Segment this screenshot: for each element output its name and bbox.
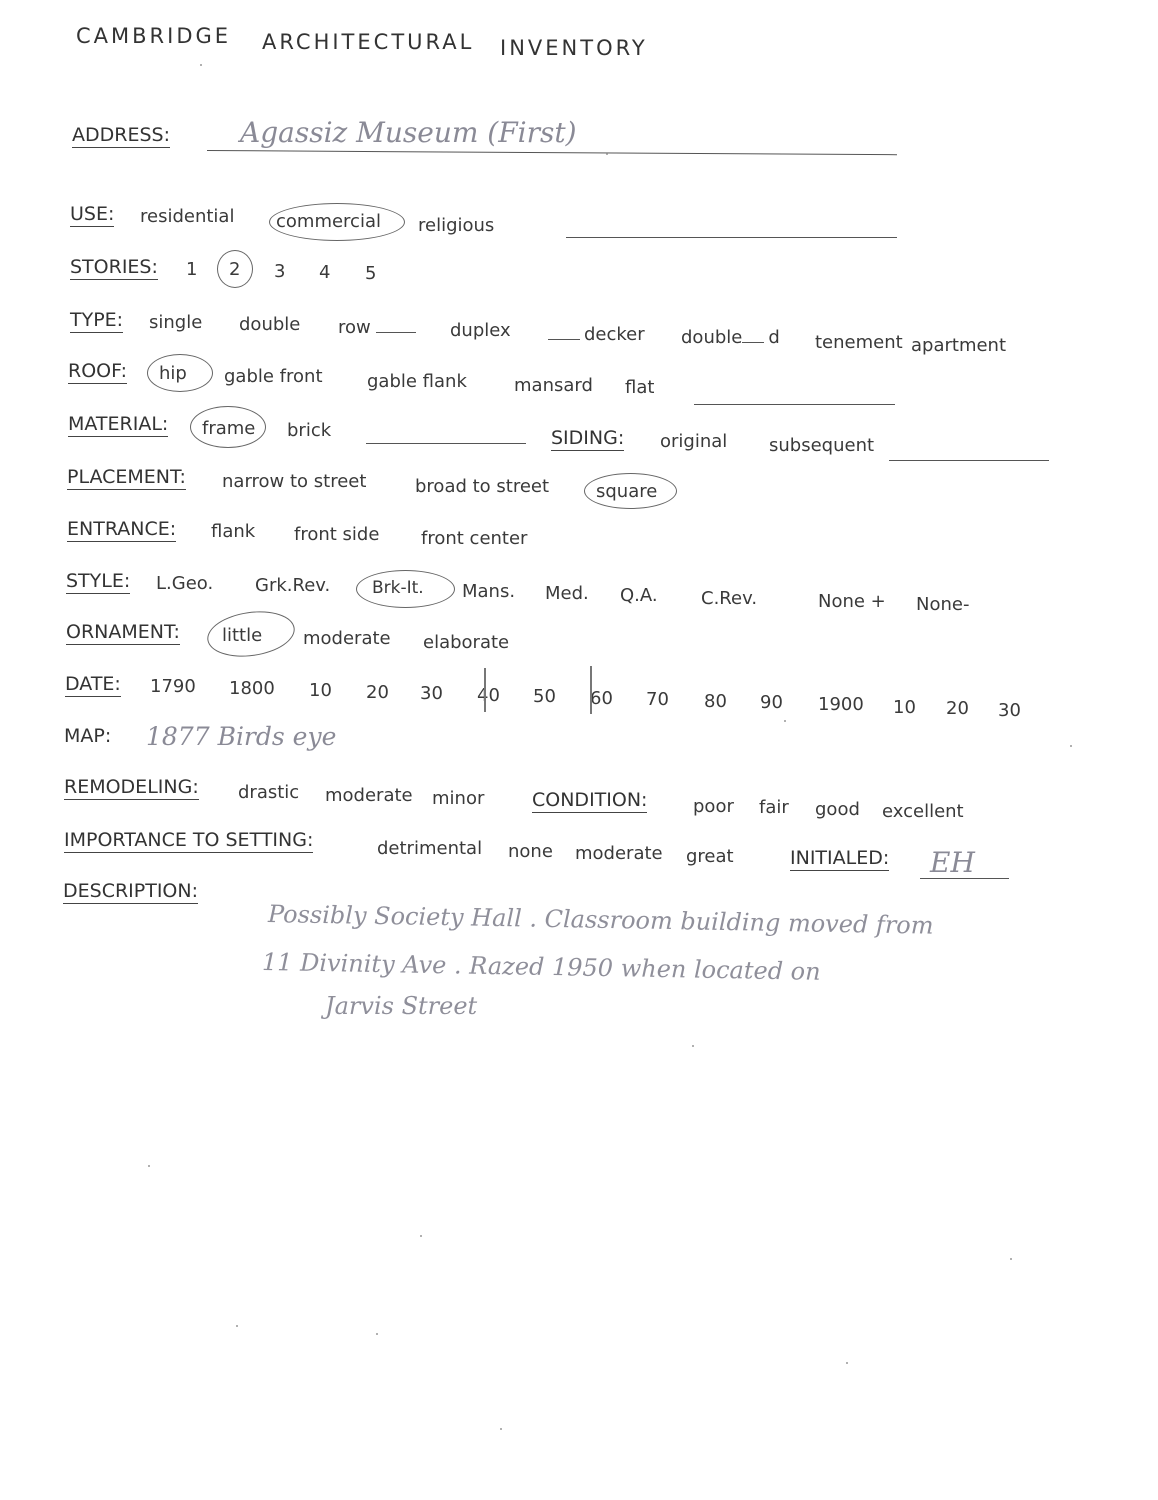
importance-option-detrimental: detrimental (377, 838, 483, 859)
type-double-d-blank (742, 328, 764, 343)
siding-label: SIDING: (551, 427, 625, 449)
stories-option-5: 5 (365, 263, 377, 284)
paper-speck (846, 1362, 848, 1364)
placement-option-narrow: narrow to street (222, 471, 367, 492)
style-option-qa: Q.A. (620, 585, 658, 606)
placement-label: PLACEMENT: (67, 466, 186, 488)
style-option-grk-rev: Grk.Rev. (255, 575, 331, 596)
material-label: MATERIAL: (68, 413, 169, 435)
use-label: USE: (70, 203, 115, 225)
type-option-double-d: double d (681, 327, 780, 348)
style-selected-circle (356, 570, 455, 608)
description-label: DESCRIPTION: (63, 880, 199, 902)
paper-speck (1070, 745, 1072, 747)
stories-option-1: 1 (186, 259, 198, 280)
roof-blank-line (694, 404, 895, 405)
remodeling-label: REMODELING: (64, 776, 199, 798)
date-option-1800: 1800 (229, 678, 275, 699)
style-option-none-minus: None- (916, 594, 970, 615)
importance-option-none: none (508, 841, 553, 862)
condition-option-excellent: excellent (882, 801, 964, 822)
importance-option-great: great (686, 846, 734, 867)
header-word-architectural: ARCHITECTURAL (262, 30, 475, 54)
date-option-40: 40 (477, 685, 500, 706)
material-blank-line (366, 443, 526, 444)
style-option-brk-it: Brk-It. (372, 578, 424, 598)
date-option-80: 80 (704, 691, 727, 712)
importance-label: IMPORTANCE TO SETTING: (64, 829, 314, 851)
address-line (207, 150, 897, 155)
date-option-30: 30 (420, 683, 443, 704)
map-label: MAP: (64, 725, 112, 747)
date-option-1930: 30 (998, 700, 1021, 721)
style-option-c-rev: C.Rev. (701, 588, 758, 609)
date-option-20: 20 (366, 682, 389, 703)
paper-speck (500, 1428, 502, 1430)
use-blank-line (566, 237, 897, 238)
roof-option-mansard: mansard (514, 375, 593, 396)
roof-selected-circle (147, 354, 213, 392)
description-line-3: Jarvis Street (325, 992, 478, 1020)
initialed-line (920, 878, 1009, 879)
date-label: DATE: (65, 673, 121, 695)
paper-speck (606, 153, 608, 155)
material-option-brick: brick (287, 420, 332, 441)
entrance-option-front-center: front center (421, 528, 528, 549)
initialed-label: INITIALED: (790, 847, 890, 869)
header-word-inventory: INVENTORY (500, 36, 648, 60)
type-option-single: single (149, 312, 203, 333)
date-option-1900: 1900 (818, 694, 864, 715)
ornament-label: ORNAMENT: (66, 621, 180, 643)
material-selected-circle (190, 406, 266, 448)
date-option-1920: 20 (946, 698, 969, 719)
entrance-option-front-side: front side (294, 524, 380, 545)
condition-option-poor: poor (693, 796, 734, 817)
type-decker-blank (548, 325, 580, 340)
entrance-option-flank: flank (211, 521, 256, 542)
condition-option-good: good (815, 799, 860, 820)
paper-speck (200, 64, 202, 66)
style-option-l-geo: L.Geo. (156, 573, 214, 594)
date-mark-40 (484, 668, 486, 712)
style-option-none-plus: None + (818, 591, 886, 612)
date-option-90: 90 (760, 692, 783, 713)
remodeling-option-minor: minor (432, 788, 485, 809)
paper-speck (784, 720, 786, 722)
description-line-1: Possibly Society Hall . Classroom building moved from (267, 900, 934, 940)
condition-label: CONDITION: (532, 789, 648, 811)
paper-speck (148, 1165, 150, 1167)
type-label: TYPE: (70, 309, 124, 331)
date-option-60: 60 (590, 688, 613, 709)
siding-blank-line (889, 460, 1049, 461)
ornament-option-little: little (222, 625, 263, 646)
ornament-selected-circle (204, 606, 297, 662)
ornament-option-elaborate: elaborate (423, 632, 510, 653)
date-option-1910: 10 (893, 697, 916, 718)
paper-speck (692, 1045, 694, 1047)
map-value: 1877 Birds eye (146, 722, 337, 751)
entrance-label: ENTRANCE: (67, 518, 177, 540)
paper-speck (376, 1333, 378, 1335)
date-option-50: 50 (533, 686, 556, 707)
siding-option-subsequent: subsequent (769, 435, 875, 456)
date-mark-60 (590, 666, 592, 714)
placement-option-broad: broad to street (415, 476, 550, 497)
type-option-tenement: tenement (815, 332, 903, 353)
style-option-mans: Mans. (462, 581, 516, 602)
type-row-blank (376, 318, 416, 333)
stories-label: STORIES: (70, 256, 158, 278)
roof-option-gable-front: gable front (224, 366, 323, 387)
roof-option-gable-flank: gable flank (367, 371, 467, 392)
stories-selected-circle (217, 250, 253, 288)
roof-label: ROOF: (68, 360, 127, 382)
header-word-cambridge: CAMBRIDGE (76, 24, 232, 48)
date-option-70: 70 (646, 689, 669, 710)
type-option-double: double (239, 314, 301, 335)
roof-option-flat: flat (625, 377, 655, 398)
paper-speck (1010, 1258, 1012, 1260)
condition-option-fair: fair (759, 797, 789, 818)
paper-speck (236, 1325, 238, 1327)
placement-selected-circle (584, 473, 677, 509)
use-selected-circle (269, 203, 405, 241)
type-option-row: row (338, 317, 420, 338)
remodeling-option-drastic: drastic (238, 782, 300, 803)
date-option-10: 10 (309, 680, 332, 701)
placement-option-square: square (596, 481, 658, 502)
stories-option-2: 2 (229, 259, 241, 280)
address-value: Agassiz Museum (First) (240, 116, 577, 149)
use-option-residential: residential (140, 206, 235, 227)
stories-option-3: 3 (274, 261, 286, 282)
type-option-decker: decker (548, 324, 645, 345)
date-option-1790: 1790 (150, 676, 196, 697)
type-option-apartment: apartment (911, 335, 1007, 356)
use-option-religious: religious (418, 215, 495, 236)
type-option-duplex: duplex (450, 320, 511, 341)
remodeling-option-moderate: moderate (325, 785, 413, 806)
stories-option-4: 4 (319, 262, 331, 283)
description-line-2: 11 Divinity Ave . Razed 1950 when located on (261, 948, 821, 986)
initialed-value: EH (930, 846, 975, 879)
material-option-frame: frame (202, 418, 256, 439)
use-option-commercial: commercial (276, 211, 381, 232)
siding-option-original: original (660, 431, 728, 452)
address-label: ADDRESS: (72, 124, 170, 146)
ornament-option-moderate: moderate (303, 628, 391, 649)
style-label: STYLE: (66, 570, 131, 592)
style-option-med: Med. (545, 583, 589, 604)
importance-option-moderate: moderate (575, 843, 663, 864)
paper-speck (420, 1235, 422, 1237)
roof-option-hip: hip (159, 363, 187, 384)
